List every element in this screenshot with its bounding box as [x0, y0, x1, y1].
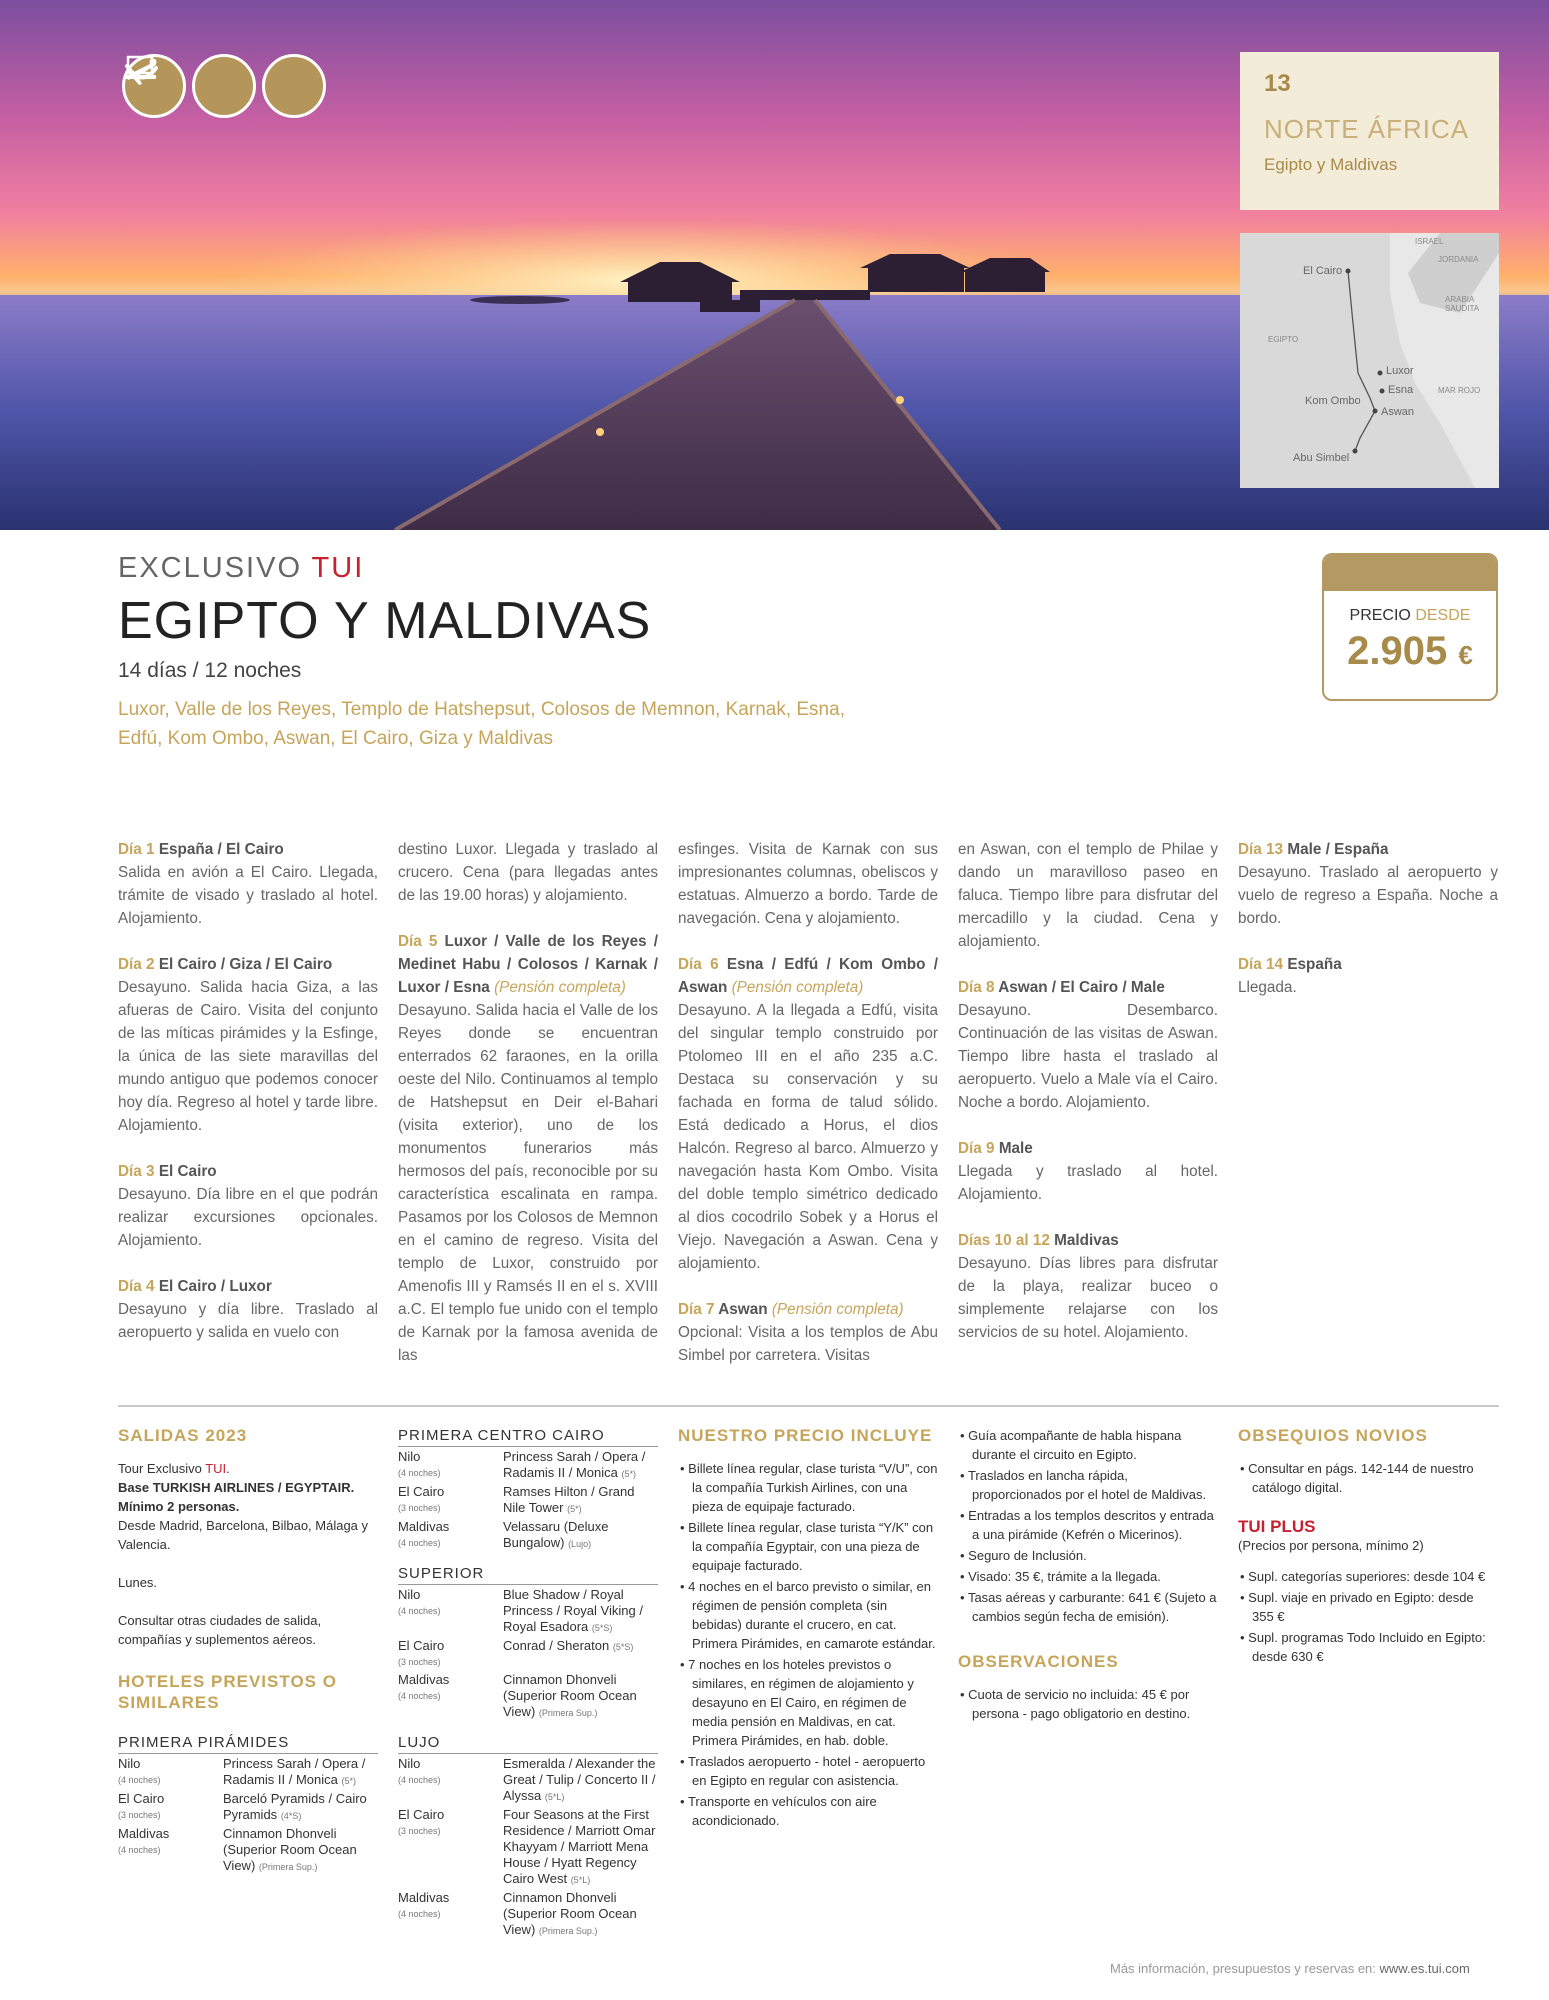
map-label: ARABIA SAUDITA — [1445, 295, 1480, 313]
day-title: Male / España — [1287, 841, 1389, 858]
hotels-section — [398, 1426, 658, 1941]
day-title: Luxor / Valle de los Reyes / Medinet Habu / Colosos / Karnak / Luxor / Esna — [398, 933, 659, 996]
day-heading — [958, 1137, 1218, 1160]
hotel-category: (Primera Sup.) — [538, 1926, 598, 1936]
salidas-section — [118, 1426, 378, 1877]
itinerary-day — [118, 1275, 378, 1344]
list-item-text: 4 noches en el barco previsto o similar, en régimen de pensión completa (sin bebidas) durante el crucero, en cat. Primera Pirámides, en camarote estándar. — [688, 1579, 936, 1651]
map-label: Aswan — [1381, 406, 1415, 418]
hotel-row — [398, 1638, 658, 1670]
hotel-row — [398, 1484, 658, 1517]
badge-subtitle: Egipto y Maldivas — [1264, 155, 1398, 174]
list-item: • Traslados aeropuerto - hotel - aeropuerto en Egipto en regular con asistencia. — [680, 1754, 926, 1788]
map-label: Esna — [1388, 384, 1414, 396]
itinerary-continuation: esfinges. Visita de Karnak con sus impresionantes columnas, obeliscos y estatuas. Almuerzo a bordo. Tarde de navegación. Cena y alojamiento. — [678, 841, 938, 927]
page-title: EGIPTO Y MALDIVAS — [118, 592, 652, 650]
hotel-names — [223, 1756, 378, 1789]
map-label: El Cairo — [1303, 265, 1343, 277]
list-item: • Supl. programas Todo Incluido en Egipto: desde 630 € — [1240, 1630, 1486, 1664]
list-item: • Tasas aéreas y carburante: 641 € (Sujeto a cambios según fecha de emisión). — [960, 1590, 1217, 1624]
hotel-category: (5*S) — [612, 1642, 634, 1652]
day-number: Día 6 — [678, 956, 719, 973]
hotel-row — [398, 1807, 658, 1888]
day-heading — [678, 1298, 938, 1321]
hotel-names — [503, 1519, 658, 1552]
hotel-category-title: SUPERIOR — [398, 1564, 658, 1585]
hotel-city-name: Maldivas — [398, 1890, 450, 1905]
day-description: Desayuno. Días libres para disfrutar de la playa, realizar buceo o simplemente relajarse con los servicios de su hotel. Alojamiento. — [958, 1255, 1218, 1341]
list-item-text: Consultar en págs. 142-144 de nuestro catálogo digital. — [1248, 1461, 1474, 1495]
list-item: • Entradas a los templos descritos y entrada a una pirámide (Kefrén o Micerinos). — [960, 1508, 1214, 1542]
day-title: España — [1287, 956, 1342, 973]
list-item: • Supl. viaje en privado en Egipto: desde 355 € — [1240, 1590, 1474, 1624]
map-label: Kom Ombo — [1305, 395, 1361, 407]
hotel-nights: (4 noches) — [398, 1775, 441, 1785]
badge-region: NORTE ÁFRICA — [1264, 114, 1470, 144]
tui-brand: TUI — [311, 552, 365, 584]
itinerary-continuation: en Aswan, con el templo de Philae y dando un maravilloso paseo en faluca. Tiempo libre para disfrutar del mercadillo y la ciudad. Cena y alojamiento. — [958, 841, 1218, 950]
salidas-tour-text: Tour Exclusivo — [118, 1461, 202, 1476]
salidas-base: Base TURKISH AIRLINES / EGYPTAIR. — [118, 1480, 355, 1495]
itinerary-column-2 — [398, 838, 658, 1390]
day-heading — [678, 953, 938, 999]
day-title: El Cairo / Luxor — [158, 1278, 272, 1295]
hotel-names — [503, 1890, 658, 1939]
list-item: • Seguro de Inclusión. — [960, 1548, 1087, 1563]
hotel-group — [398, 1564, 658, 1721]
salidas-title: SALIDAS 2023 — [118, 1426, 248, 1445]
salidas-dia: Lunes. — [118, 1575, 158, 1590]
hotel-row — [398, 1449, 658, 1482]
hotel-names — [223, 1791, 378, 1824]
hotel-nights: (4 noches) — [118, 1775, 161, 1785]
hotel-city-name: Nilo — [398, 1587, 421, 1602]
hotel-city-name: Nilo — [398, 1449, 421, 1464]
hotel-city-name: El Cairo — [398, 1484, 445, 1499]
itinerary-column-1 — [118, 838, 378, 1367]
day-description: Desayuno. Salida hacia el Valle de los Reyes donde se encuentran enterrados 62 faraones, en la orilla oeste del Nilo. Continuamos al templo de Hatshepsut en Deir el-Bahari (visita exterior), uno de los monumentos funerarios más hermosos del país, reconocible por su característica escalinata en rampa. Pasamos por los Colosos de Memnon en el camino de regreso. Visita del templo de Luxor, construido por Amenofis III y Ramsés II en el s. XVIII a.C. El templo fue unido con el templo de Karnak por la famosa avenida de las — [398, 1002, 658, 1364]
tuiplus-subtitle: (Precios por persona, mínimo 2) — [1238, 1538, 1424, 1553]
tuiplus-title: TUI PLUS — [1238, 1517, 1316, 1536]
incluye-section — [678, 1426, 938, 1832]
hotel-category: (5*) — [341, 1776, 357, 1786]
itinerary-day — [958, 1137, 1218, 1206]
tui-smile-logo-icon — [262, 54, 326, 118]
day-heading — [118, 953, 378, 976]
list-item: • Transporte en vehículos con aire acondicionado. — [680, 1794, 877, 1828]
obsequios-list — [1238, 1459, 1498, 1497]
list-item-text: Visado: 35 €, trámite a la llegada. — [968, 1569, 1161, 1584]
day-description: Desayuno. Salida hacia Giza, a las afueras de Cairo. Visita del conjunto de las míticas pirámides y la Esfinge, la única de las siete maravillas del mundo antiguo que podemos conocer hoy día. Regreso al hotel y tarde libre. Alojamiento. — [118, 979, 378, 1134]
salidas-desde: Desde Madrid, Barcelona, Bilbao, Málaga y Valencia. — [118, 1518, 369, 1552]
hotel-city-name: El Cairo — [398, 1638, 445, 1653]
incluye-section-continued — [958, 1426, 1218, 1725]
list-item-text: Supl. programas Todo Incluido en Egipto: desde 630 € — [1248, 1630, 1486, 1664]
hotel-city — [398, 1807, 503, 1888]
hotel-names — [503, 1449, 658, 1482]
hotel-city-name: Nilo — [398, 1756, 421, 1771]
list-item: • Traslados en lancha rápida, proporcionados por el hotel de Maldivas. — [960, 1468, 1207, 1502]
hotel-nights: (4 noches) — [398, 1691, 441, 1701]
hoteles-title: HOTELES PREVISTOS O SIMILARES — [118, 1672, 337, 1712]
badge-number: 13 — [1264, 70, 1291, 97]
day-number: Día 8 — [958, 979, 995, 996]
price-value — [1324, 629, 1496, 674]
hotel-row — [118, 1756, 378, 1789]
hotel-row — [398, 1890, 658, 1939]
day-description: Llegada. — [1238, 979, 1297, 996]
hotel-category: (5*) — [567, 1504, 582, 1514]
salidas-minimo: Mínimo 2 personas. — [118, 1499, 240, 1514]
list-item: • 4 noches en el barco previsto o similar, en régimen de pensión completa (sin bebidas) durante el crucero, en cat. Primera Pirámides, en camarote estándar. — [680, 1579, 936, 1651]
exclusive-label — [118, 552, 878, 585]
list-item: • Billete línea regular, clase turista “V/U”, con la compañía Turkish Airlines, con una pieza de equipaje facturado. — [680, 1461, 938, 1514]
day-heading — [958, 1229, 1218, 1252]
list-item: • Supl. categorías superiores: desde 104 € — [1240, 1569, 1486, 1584]
list-item-text: Billete línea regular, clase turista “V/U”, con la compañía Turkish Airlines, con una pieza de equipaje facturado. — [688, 1461, 938, 1514]
hotel-row — [118, 1791, 378, 1824]
day-description: Opcional: Visita a los templos de Abu Simbel por carretera. Visitas — [678, 1324, 938, 1364]
itinerary — [118, 838, 1502, 1364]
hotel-name: Blue Shadow / Royal Princess / Royal Viking / Royal Esadora — [503, 1587, 643, 1634]
list-item-text: Cuota de servicio no incluida: 45 € por persona - pago obligatorio en destino. — [968, 1687, 1191, 1721]
hotel-category: (5*L) — [544, 1792, 565, 1802]
hotel-nights: (3 noches) — [398, 1826, 441, 1836]
footer — [1110, 1961, 1470, 1976]
hotel-name: Esmeralda / Alexander the Great / Tulip / Concerto II / Alyssa — [503, 1756, 656, 1803]
hotel-city — [118, 1791, 223, 1824]
itinerary-day — [958, 976, 1218, 1114]
day-description: Desayuno. Desembarco. Continuación de las visitas de Aswan. Tiempo libre hasta el traslado al aeropuerto. Vuelo a Male vía el Cairo. Noche a bordo. Alojamiento. — [958, 1002, 1218, 1111]
itinerary-day — [958, 1229, 1218, 1344]
hotel-category-title: PRIMERA PIRÁMIDES — [118, 1733, 378, 1754]
obsequios-title: OBSEQUIOS NOVIOS — [1238, 1426, 1428, 1445]
observaciones-list — [958, 1685, 1218, 1723]
salidas-tour-end: . — [226, 1461, 230, 1476]
incluye-list — [678, 1459, 938, 1830]
observaciones-title: OBSERVACIONES — [958, 1652, 1119, 1671]
hotel-city — [398, 1890, 503, 1939]
hotel-nights: (4 noches) — [398, 1538, 441, 1548]
hotel-nights: (3 noches) — [398, 1657, 441, 1667]
hotel-row — [398, 1587, 658, 1636]
map-label: ISRAEL — [1415, 237, 1444, 246]
day-heading — [118, 838, 378, 861]
itinerary-column-4 — [958, 838, 1218, 1367]
list-item-text: Seguro de Inclusión. — [968, 1548, 1087, 1563]
hotel-name: Princess Sarah / Opera / Radamis II / Monica — [223, 1756, 366, 1787]
exclusive-text: EXCLUSIVO — [118, 552, 302, 584]
hotel-name: Cinnamon Dhonveli (Superior Room Ocean View) — [503, 1890, 637, 1937]
day-title: El Cairo — [158, 1163, 217, 1180]
day-title: Aswan — [718, 1301, 768, 1318]
map-label: EGIPTO — [1268, 335, 1299, 344]
hotel-names — [503, 1484, 658, 1517]
hotel-category: (Primera Sup.) — [538, 1708, 598, 1718]
price-desde: DESDE — [1415, 607, 1471, 624]
hotel-category: (Primera Sup.) — [258, 1862, 318, 1872]
hotel-names — [503, 1807, 658, 1888]
list-item-text: Supl. viaje en privado en Egipto: desde 355 € — [1248, 1590, 1474, 1624]
salidas-tour — [118, 1459, 378, 1478]
hotel-nights: (3 noches) — [398, 1503, 441, 1513]
itinerary-column-3 — [678, 838, 938, 1390]
tuiplus-list — [1238, 1567, 1498, 1666]
hotel-nights: (4 noches) — [398, 1606, 441, 1616]
price-currency: € — [1458, 640, 1473, 670]
catalog-badge — [1240, 52, 1499, 210]
hotel-category: (5*) — [621, 1469, 637, 1479]
itinerary-day — [118, 838, 378, 930]
hotel-name: Velassaru (Deluxe Bungalow) — [503, 1519, 609, 1550]
hotel-names — [503, 1638, 658, 1670]
hotel-category-title: PRIMERA CENTRO CAIRO — [398, 1426, 658, 1447]
list-item-text: Supl. categorías superiores: desde 104 € — [1248, 1569, 1486, 1584]
hotel-city-name: Nilo — [118, 1756, 141, 1771]
hotel-category: (4*S) — [280, 1811, 302, 1821]
day-number: Día 9 — [958, 1140, 995, 1157]
hotel-category: (5*S) — [591, 1623, 613, 1633]
hotel-category: (Lujo) — [568, 1539, 592, 1549]
day-number: Día 14 — [1238, 956, 1284, 973]
hotel-city — [398, 1756, 503, 1805]
list-item-text: 7 noches en los hoteles previstos o similares, en régimen de alojamiento y desayuno en El Cairo, en régimen de media pensión en Maldivas, en cat. Primera Pirámides, en hab. doble. — [688, 1657, 914, 1748]
map-label: JORDANIA — [1438, 255, 1479, 264]
meal-plan: (Pensión completa) — [771, 1301, 904, 1318]
hotel-city — [118, 1826, 223, 1875]
day-description: Llegada y traslado al hotel. Alojamiento. — [958, 1163, 1218, 1203]
hotel-city — [398, 1484, 503, 1517]
hero-image — [0, 0, 1549, 530]
hotel-name: Four Seasons at the First Residence / Marriott Omar Khayyam / Marriott Mena House / Hyatt Regency Cairo West — [503, 1807, 656, 1886]
day-number: Día 1 — [118, 841, 155, 858]
hotel-city-name: El Cairo — [118, 1791, 165, 1806]
day-description: Salida en avión a El Cairo. Llegada, trámite de visado y traslado al hotel. Alojamiento. — [118, 864, 378, 927]
itinerary-day — [118, 953, 378, 1137]
hotel-group — [398, 1426, 658, 1552]
list-item-text: Traslados aeropuerto - hotel - aeropuerto en Egipto en regular con asistencia. — [687, 1754, 926, 1788]
list-item: • Consultar en págs. 142-144 de nuestro catálogo digital. — [1240, 1461, 1474, 1495]
hotel-name: Cinnamon Dhonveli (Superior Room Ocean View) — [503, 1672, 637, 1719]
incluye-list — [958, 1426, 1218, 1626]
hotel-city — [118, 1756, 223, 1789]
airplane-icon — [192, 54, 256, 118]
day-heading — [118, 1160, 378, 1183]
day-heading — [118, 1275, 378, 1298]
hotel-name: Barceló Pyramids / Cairo Pyramids — [223, 1791, 367, 1822]
hotel-nights: (4 noches) — [398, 1468, 441, 1478]
price-label — [1324, 607, 1496, 625]
hotel-city — [398, 1449, 503, 1482]
salidas-tui: TUI — [205, 1461, 227, 1476]
list-item-text: Guía acompañante de habla hispana durante el circuito en Egipto. — [968, 1428, 1182, 1462]
day-description: Desayuno. Día libre en el que podrán realizar excursiones opcionales. Alojamiento. — [118, 1186, 378, 1249]
day-number: Día 13 — [1238, 841, 1284, 858]
price-box — [1322, 553, 1498, 701]
hotel-city-name: El Cairo — [398, 1807, 445, 1822]
list-item-text: Transporte en vehículos con aire acondicionado. — [687, 1794, 877, 1828]
day-title: España / El Cairo — [158, 841, 284, 858]
itinerary-continuation: destino Luxor. Llegada y traslado al crucero. Cena (para llegadas antes de las 19.00 horas) y alojamiento. — [398, 841, 658, 904]
trip-route: Luxor, Valle de los Reyes, Templo de Hatshepsut, Colosos de Memnon, Karnak, Esna, Edfú, Kom Ombo, Aswan, El Cairo, Giza y Maldivas — [118, 699, 845, 749]
section-divider — [118, 1405, 1499, 1407]
itinerary-day — [678, 1298, 938, 1367]
day-title: Esna / Edfú / Kom Ombo / Aswan — [678, 956, 939, 996]
meal-plan: (Pensión completa) — [494, 979, 626, 996]
day-title: Aswan / El Cairo / Male — [998, 979, 1165, 996]
hotel-nights: (4 noches) — [398, 1909, 441, 1919]
hotel-category: (5*L) — [570, 1875, 591, 1885]
meal-plan: (Pensión completa) — [731, 979, 864, 996]
hotel-city — [398, 1672, 503, 1721]
footer-link[interactable]: www.es.tui.com — [1379, 1961, 1470, 1976]
hotel-name: Ramses Hilton / Grand Nile Tower — [503, 1484, 635, 1515]
service-icons — [122, 54, 326, 118]
hotel-city-name: Maldivas — [398, 1519, 450, 1534]
day-heading — [1238, 838, 1498, 861]
hotel-names — [503, 1756, 658, 1805]
hotel-group — [398, 1733, 658, 1939]
hotel-nights: (4 noches) — [118, 1845, 161, 1855]
list-item-text: Traslados en lancha rápida, proporcionados por el hotel de Maldivas. — [967, 1468, 1207, 1502]
day-title: Maldivas — [1054, 1232, 1119, 1249]
price-band — [1324, 555, 1496, 591]
list-item: • Guía acompañante de habla hispana durante el circuito en Egipto. — [960, 1428, 1182, 1462]
obsequios-section — [1238, 1426, 1498, 1668]
day-description: Desayuno. Traslado al aeropuerto y vuelo de regreso a España. Noche a bordo. — [1238, 864, 1498, 927]
day-heading — [1238, 953, 1498, 976]
price-amount: 2.905 — [1347, 629, 1448, 673]
route-map — [1240, 233, 1499, 488]
hotel-nights: (3 noches) — [118, 1810, 161, 1820]
list-item-text: Entradas a los templos descritos y entrada a una pirámide (Kefrén o Micerinos). — [968, 1508, 1214, 1542]
day-number: Día 3 — [118, 1163, 155, 1180]
day-heading — [958, 976, 1218, 999]
hotel-row — [118, 1826, 378, 1875]
price-label-text: PRECIO — [1349, 607, 1411, 624]
day-heading — [398, 930, 658, 999]
day-number: Día 5 — [398, 933, 438, 950]
day-number: Día 4 — [118, 1278, 155, 1295]
list-item-text: Tasas aéreas y carburante: 641 € (Sujeto a cambios según fecha de emisión). — [967, 1590, 1217, 1624]
itinerary-day — [1238, 953, 1498, 999]
map-label: Luxor — [1386, 365, 1414, 377]
hotel-city — [398, 1638, 503, 1670]
hotel-city-name: Maldivas — [118, 1826, 170, 1841]
hotel-group — [118, 1733, 378, 1875]
day-number: Día 2 — [118, 956, 155, 973]
map-label: MAR ROJO — [1438, 386, 1481, 395]
hotel-city-name: Maldivas — [398, 1672, 450, 1687]
trip-duration: 14 días / 12 noches — [118, 659, 302, 682]
itinerary-day — [678, 953, 938, 1275]
map-label: Abu Simbel — [1293, 452, 1350, 464]
day-number: Día 7 — [678, 1301, 715, 1318]
hotel-name: Cinnamon Dhonveli (Superior Room Ocean View) — [223, 1826, 357, 1873]
itinerary-day — [1238, 838, 1498, 930]
hotel-row — [398, 1672, 658, 1721]
trip-header — [118, 552, 878, 753]
list-item: • Billete línea regular, clase turista “Y/K” con la compañía Egyptair, con una pieza de equipaje facturado. — [680, 1520, 934, 1573]
salidas-consultar: Consultar otras ciudades de salida, compañías y suplementos aéreos. — [118, 1613, 322, 1647]
day-description: Desayuno. A la llegada a Edfú, visita del singular templo construido por Ptolomeo III en el año 235 a.C. Destaca su conservación y su fachada en forma de talud sólido. Está dedicado a Horus, el dios Halcón. Regreso al barco. Almuerzo y navegación hasta Kom Ombo. Visita del doble templo simétrico dedicado al dios cocodrilo Sobek y a Horus el Viejo. Navegación a Aswan. Cena y alojamiento. — [678, 1002, 938, 1272]
incluye-title: NUESTRO PRECIO INCLUYE — [678, 1426, 933, 1445]
hotel-category-title: LUJO — [398, 1733, 658, 1754]
day-number: Días 10 al 12 — [958, 1232, 1050, 1249]
hotel-name: Princess Sarah / Opera / Radamis II / Monica — [503, 1449, 646, 1480]
hotel-name: Conrad / Sheraton — [503, 1638, 610, 1653]
itinerary-column-5 — [1238, 838, 1498, 1022]
hotel-names — [223, 1826, 378, 1875]
hotel-city — [398, 1519, 503, 1552]
hotel-city — [398, 1587, 503, 1636]
list-item-text: Billete línea regular, clase turista “Y/K” con la compañía Egyptair, con una pieza de equipaje facturado. — [688, 1520, 934, 1573]
day-title: El Cairo / Giza / El Cairo — [158, 956, 333, 973]
hotel-row — [398, 1756, 658, 1805]
list-item: • 7 noches en los hoteles previstos o similares, en régimen de alojamiento y desayuno en El Cairo, en régimen de media pensión en Maldivas, en cat. Primera Pirámides, en hab. doble. — [680, 1657, 914, 1748]
footer-text: Más información, presupuestos y reservas en: — [1110, 1961, 1376, 1976]
itinerary-day — [118, 1160, 378, 1252]
day-description: Desayuno y día libre. Traslado al aeropuerto y salida en vuelo con — [118, 1301, 378, 1341]
hotel-names — [503, 1587, 658, 1636]
itinerary-day — [398, 930, 658, 1367]
hotel-names — [503, 1672, 658, 1721]
list-item: • Cuota de servicio no incluida: 45 € por persona - pago obligatorio en destino. — [960, 1687, 1191, 1721]
list-item: • Visado: 35 €, trámite a la llegada. — [960, 1569, 1161, 1584]
hotel-row — [398, 1519, 658, 1552]
day-title: Male — [998, 1140, 1033, 1157]
